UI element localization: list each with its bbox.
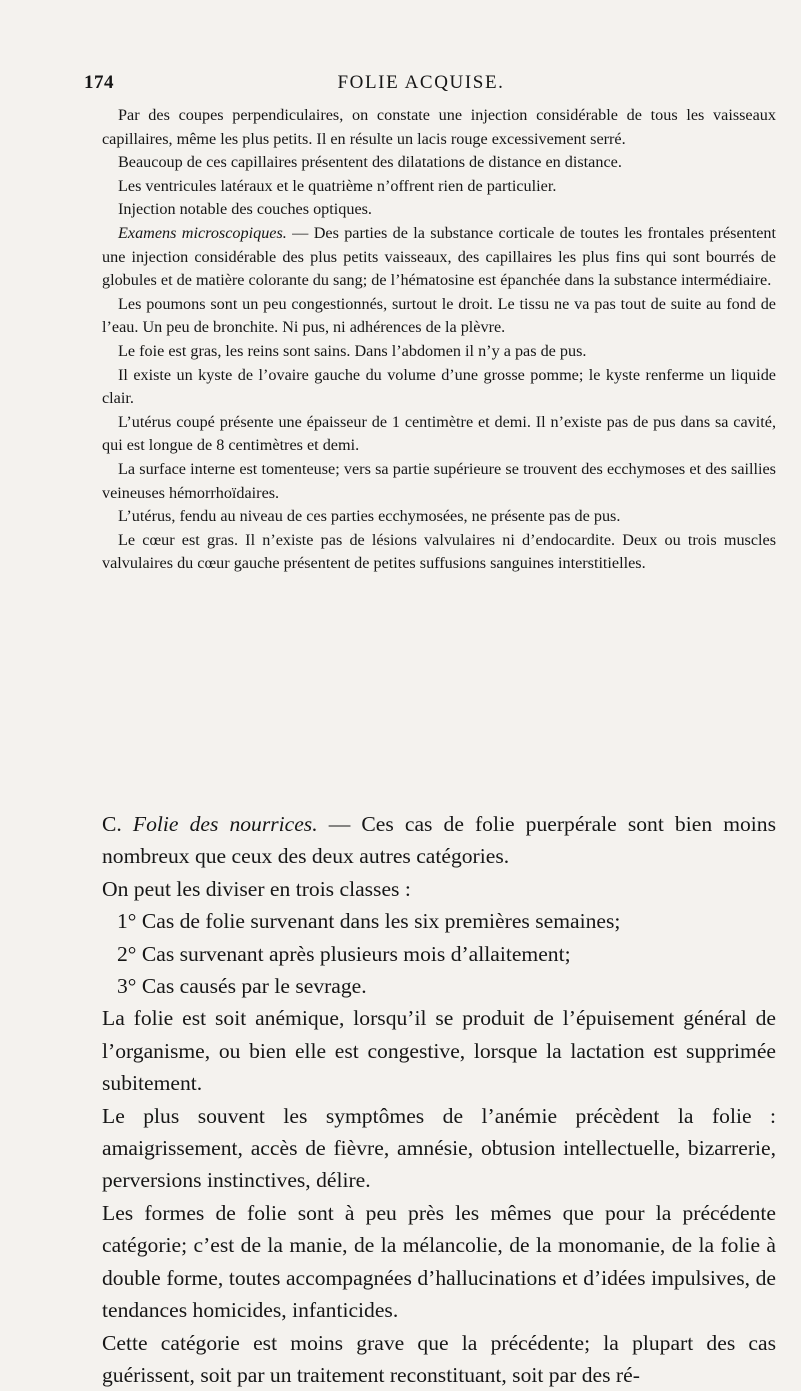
paragraph: On peut les diviser en trois classes : xyxy=(102,873,776,905)
page-header xyxy=(84,72,758,100)
section-folie-des-nourrices xyxy=(102,808,776,1391)
list-item: 2° Cas survenant après plusieurs mois d’allaitement; xyxy=(102,938,776,970)
paragraph: Le plus souvent les symptômes de l’anémie précèdent la folie : amaigrissement, accès de fièvre, amnésie, obtusion intellectuelle, bizarrerie, perversions instinctives, délire. xyxy=(102,1100,776,1197)
paragraph-examens xyxy=(102,222,776,293)
list-item: 1° Cas de folie survenant dans les six premières semaines; xyxy=(102,905,776,937)
section-heading xyxy=(102,808,776,873)
paragraph: L’utérus, fendu au niveau de ces parties ecchymosées, ne présente pas de pus. xyxy=(102,505,776,529)
running-title: FOLIE ACQUISE. xyxy=(84,72,758,94)
autopsy-notes xyxy=(102,104,776,576)
paragraph: Injection notable des couches optiques. xyxy=(102,198,776,222)
paragraph: La folie est soit anémique, lorsqu’il se produit de l’épuisement général de l’organisme, ou bien elle est congestive, lorsque la lactation est supprimée subitement. xyxy=(102,1002,776,1099)
paragraph: Il existe un kyste de l’ovaire gauche du volume d’une grosse pomme; le kyste renferme un liquide clair. xyxy=(102,364,776,411)
section-letter: C. xyxy=(102,812,122,836)
examens-label: Examens microscopiques. xyxy=(118,224,287,242)
list-item: 3° Cas causés par le sevrage. xyxy=(102,970,776,1002)
paragraph: Le foie est gras, les reins sont sains. Dans l’abdomen il n’y a pas de pus. xyxy=(102,340,776,364)
examens-text: — Des parties de la substance corticale de toutes les frontales présentent une injection considérable des plus petits vaisseaux, des capillaires les plus fins qui sont bourrés de globules et de matière colorante du sang; de l’hématosine est épanchée dans la substance intermédiaire. xyxy=(102,224,776,289)
paragraph: L’utérus coupé présente une épaisseur de 1 centimètre et demi. Il n’existe pas de pus dans sa cavité, qui est longue de 8 centimètres et demi. xyxy=(102,411,776,458)
paragraph: La surface interne est tomenteuse; vers sa partie supérieure se trouvent des ecchymoses et des saillies veineuses hémorrhoïdaires. xyxy=(102,458,776,505)
paragraph: Les poumons sont un peu congestionnés, surtout le droit. Le tissu ne va pas tout de suite au fond de l’eau. Un peu de bronchite. Ni pus, ni adhérences de la plèvre. xyxy=(102,293,776,340)
paragraph: Les ventricules latéraux et le quatrième n’offrent rien de particulier. xyxy=(102,175,776,199)
paragraph: Beaucoup de ces capillaires présentent des dilatations de distance en distance. xyxy=(102,151,776,175)
paragraph: Le cœur est gras. Il n’existe pas de lésions valvulaires ni d’endocardite. Deux ou trois muscles valvulaires du cœur gauche présentent de petites suffusions sanguines interstitielles. xyxy=(102,529,776,576)
paragraph: Par des coupes perpendiculaires, on constate une injection considérable de tous les vaisseaux capillaires, même les plus petits. Il en résulte un lacis rouge excessivement serré. xyxy=(102,104,776,151)
page-number: 174 xyxy=(84,72,114,94)
paragraph: Les formes de folie sont à peu près les mêmes que pour la précédente catégorie; c’est de la manie, de la mélancolie, de la monomanie, de la folie à double forme, toutes accompagnées d’hallucinations et d’idées impulsives, de tendances homicides, infanticides. xyxy=(102,1197,776,1327)
section-title: Folie des nourrices. xyxy=(133,812,318,836)
paragraph: Cette catégorie est moins grave que la précédente; la plupart des cas guérissent, soit par un traitement reconstituant, soit par des ré- xyxy=(102,1327,776,1391)
section-intro: — Ces cas de folie puerpérale sont bien moins nombreux que ceux des deux autres catégories. xyxy=(102,812,776,868)
